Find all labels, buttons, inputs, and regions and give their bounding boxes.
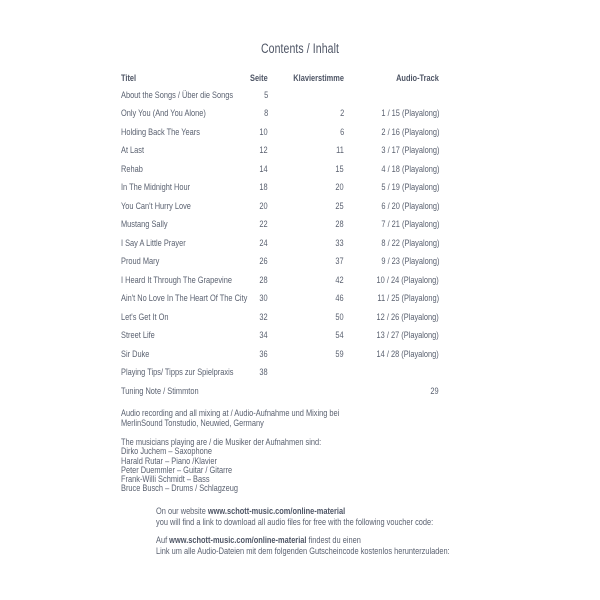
- song-title: Tuning Note / Stimmton: [121, 385, 199, 397]
- piano-page-cell: [268, 386, 344, 397]
- download-url: www.schott-music.com/online-material: [169, 535, 307, 546]
- download-de-line-1: [156, 536, 450, 547]
- toc-row: [121, 327, 439, 346]
- header-seite: Seite: [250, 72, 268, 84]
- musicians-intro: The musicians playing are / die Musiker der Aufnahmen sind:: [121, 437, 322, 448]
- audio-track-cell: [344, 256, 439, 267]
- recording-line-1: Audio recording and all mixing at / Audio-Aufnahme und Mixing bei: [121, 408, 340, 419]
- page-number: 28: [259, 274, 268, 286]
- audio-track-number: 11 / 25 (Playalong): [377, 293, 439, 305]
- song-title: Street Life: [121, 330, 155, 342]
- song-title-cell: [121, 312, 236, 323]
- page-number-cell: [236, 182, 268, 193]
- page-number: 32: [259, 311, 268, 323]
- page-number-cell: [236, 275, 268, 286]
- piano-page-cell: [268, 330, 344, 341]
- audio-track-cell: [344, 201, 439, 212]
- page-number-cell: [236, 90, 268, 101]
- piano-page-cell: [268, 145, 344, 156]
- audio-track-number: 5 / 19 (Playalong): [380, 182, 439, 194]
- audio-track-number: 10 / 24 (Playalong): [376, 274, 439, 286]
- header-seite-cell: [236, 73, 268, 84]
- piano-page-number: 28: [335, 219, 344, 231]
- piano-page-number: 25: [335, 200, 344, 212]
- toc-row: [121, 197, 439, 216]
- song-title-cell: [121, 238, 236, 249]
- piano-page-number: 11: [336, 145, 344, 157]
- audio-track-number: 14 / 28 (Playalong): [376, 348, 439, 360]
- audio-track-cell: [344, 330, 439, 341]
- song-title-cell: [121, 90, 236, 101]
- page-number: 34: [259, 330, 268, 342]
- audio-track-number: 29: [430, 385, 439, 397]
- page-number: 18: [259, 182, 268, 194]
- toc-row: [121, 105, 439, 124]
- page-number-cell: [236, 330, 268, 341]
- song-title: Rehab: [121, 163, 143, 175]
- page-number-cell: [236, 145, 268, 156]
- song-title-cell: [121, 330, 236, 341]
- song-title-cell: [121, 145, 236, 156]
- download-info-de-text: [156, 536, 450, 557]
- song-title-cell: [121, 275, 236, 286]
- toc-row: [121, 290, 439, 309]
- audio-track-number: 9 / 23 (Playalong): [380, 256, 439, 268]
- piano-page-number: 6: [339, 126, 344, 138]
- song-title-cell: [121, 127, 236, 138]
- download-url: www.schott-music.com/online-material: [207, 506, 346, 517]
- toc-row: [121, 123, 439, 142]
- recording-credits-text: [121, 409, 339, 429]
- audio-track-number: 3 / 17 (Playalong): [380, 145, 439, 157]
- piano-page-number: 20: [335, 182, 344, 194]
- page-number: 22: [259, 219, 268, 231]
- piano-page-cell: [268, 219, 344, 230]
- page-number: 12: [259, 145, 268, 157]
- audio-track-cell: [344, 275, 439, 286]
- audio-track-number: 1 / 15 (Playalong): [380, 108, 439, 120]
- song-title-cell: [121, 349, 236, 360]
- song-title-cell: [121, 386, 236, 397]
- piano-page-cell: [268, 349, 344, 360]
- toc-row: [121, 345, 439, 364]
- page-number: 24: [259, 237, 268, 249]
- download-info-en: [156, 507, 511, 528]
- download-de-post: findest du einen: [306, 535, 361, 546]
- page-number: 38: [259, 367, 268, 379]
- song-title: Proud Mary: [121, 256, 160, 268]
- piano-page-cell: [268, 275, 344, 286]
- table-header-row: [121, 70, 439, 86]
- audio-track-number: 13 / 27 (Playalong): [376, 330, 439, 342]
- download-de-pre: Auf: [156, 535, 170, 546]
- audio-track-cell: [344, 182, 439, 193]
- song-title: Let's Get It On: [121, 311, 169, 323]
- page-number: 30: [259, 293, 268, 305]
- audio-track-cell: [344, 238, 439, 249]
- musician-line: Frank-Willi Schmidt – Bass: [121, 474, 210, 486]
- audio-track-cell: [344, 164, 439, 175]
- audio-track-cell: [344, 127, 439, 138]
- page-number-cell: [236, 386, 268, 397]
- toc-row: [121, 142, 439, 161]
- toc-row: [121, 271, 439, 290]
- page-number: 36: [259, 348, 268, 360]
- header-titel-cell: [121, 73, 236, 84]
- piano-page-cell: [268, 367, 344, 378]
- piano-page-cell: [268, 164, 344, 175]
- piano-page-cell: [268, 201, 344, 212]
- audio-track-number: 6 / 20 (Playalong): [380, 200, 439, 212]
- toc-row: [121, 253, 439, 272]
- page-number-cell: [236, 238, 268, 249]
- toc-row: [121, 382, 439, 401]
- piano-page-cell: [268, 108, 344, 119]
- page-number: 14: [259, 163, 268, 175]
- piano-page-number: 37: [335, 256, 344, 268]
- audio-track-cell: [344, 312, 439, 323]
- audio-track-number: 12 / 26 (Playalong): [376, 311, 439, 323]
- musician-line: Dirko Juchem – Saxophone: [121, 446, 213, 458]
- header-audio-track-cell: [344, 73, 439, 84]
- page-number-cell: [236, 312, 268, 323]
- song-title-cell: [121, 293, 248, 305]
- piano-page-number: 59: [335, 348, 344, 360]
- song-title: Ain't No Love In The Heart Of The City: [121, 293, 248, 305]
- song-title: In The Midnight Hour: [121, 182, 191, 194]
- download-en-pre: On our website: [156, 506, 208, 517]
- contents-table: [121, 70, 439, 401]
- page-number: 26: [259, 256, 268, 268]
- piano-page-cell: [268, 312, 344, 323]
- song-title: Mustang Sally: [121, 219, 168, 231]
- musicians-credits-text: [121, 438, 321, 494]
- song-title-cell: [121, 108, 236, 119]
- piano-page-cell: [268, 90, 344, 101]
- header-audio-track: Audio-Track: [396, 72, 439, 84]
- page-number: 5: [263, 89, 268, 101]
- header-klavierstimme-cell: [268, 73, 344, 84]
- song-title-cell: [121, 367, 236, 378]
- musicians-credits: [121, 438, 378, 494]
- audio-track-number: 2 / 16 (Playalong): [380, 126, 439, 138]
- toc-row: [121, 364, 439, 383]
- audio-track-cell: [344, 367, 439, 378]
- piano-page-number: 15: [335, 163, 344, 175]
- audio-track-number: 4 / 18 (Playalong): [380, 163, 439, 175]
- toc-row: [121, 160, 439, 179]
- piano-page-number: 42: [335, 274, 344, 286]
- piano-page-cell: [268, 256, 344, 267]
- download-info-de: [156, 536, 533, 557]
- musician-line: Bruce Busch – Drums / Schlagzeug: [121, 483, 238, 495]
- toc-row: [121, 308, 439, 327]
- page-number: 20: [259, 200, 268, 212]
- piano-page-number: 50: [335, 311, 344, 323]
- musician-line: Harald Rutar – Piano /Klavier: [121, 455, 217, 467]
- audio-track-cell: [344, 145, 439, 156]
- header-klavierstimme: Klavierstimme: [293, 72, 344, 84]
- header-titel: Titel: [121, 72, 137, 84]
- audio-track-cell: [344, 386, 439, 397]
- audio-track-number: 7 / 21 (Playalong): [380, 219, 439, 231]
- song-title: I Say A Little Prayer: [121, 237, 186, 249]
- recording-credits: [121, 409, 401, 429]
- song-title-cell: [121, 164, 236, 175]
- song-title-cell: [121, 182, 236, 193]
- piano-page-cell: [268, 182, 344, 193]
- toc-row: [121, 86, 439, 105]
- song-title: I Heard It Through The Grapevine: [121, 274, 232, 286]
- song-title-cell: [121, 256, 236, 267]
- piano-page-number: 54: [335, 330, 344, 342]
- song-title: About the Songs / Über die Songs: [121, 89, 234, 101]
- piano-page-number: 46: [335, 293, 344, 305]
- page-number: 8: [263, 108, 268, 120]
- audio-track-cell: [344, 349, 439, 360]
- piano-page-cell: [268, 238, 344, 249]
- toc-row: [121, 216, 439, 235]
- page-title-text: Contents / Inhalt: [260, 41, 339, 56]
- page-number-cell: [236, 127, 268, 138]
- audio-track-cell: [344, 219, 439, 230]
- audio-track-number: 8 / 22 (Playalong): [380, 237, 439, 249]
- piano-page-cell: [268, 127, 344, 138]
- song-title: Holding Back The Years: [121, 126, 200, 138]
- recording-line-2: MerlinSound Tonstudio, Neuwied, Germany: [121, 418, 264, 429]
- page-number-cell: [236, 367, 268, 378]
- page-number-cell: [236, 201, 268, 212]
- piano-page-number: 33: [335, 237, 344, 249]
- song-title: Playing Tips/ Tipps zur Spielpraxis: [121, 367, 234, 379]
- audio-track-cell: [344, 90, 439, 101]
- song-title: Sir Duke: [121, 348, 150, 360]
- page-number-cell: [236, 219, 268, 230]
- download-en-line-1: [156, 507, 433, 518]
- audio-track-cell: [344, 108, 439, 119]
- download-de-line-2: Link um alle Audio-Dateien mit dem folgenden Gutscheincode kostenlos herunterzuladen:: [156, 545, 450, 557]
- piano-page-cell: [268, 293, 344, 304]
- song-title: At Last: [121, 145, 145, 157]
- audio-track-cell: [344, 293, 439, 304]
- page-number-cell: [236, 256, 268, 267]
- song-title: Only You (And You Alone): [121, 108, 206, 120]
- download-info-en-text: [156, 507, 433, 528]
- musician-line: Peter Duemmler – Guitar / Gitarre: [121, 464, 233, 476]
- page-title: [0, 41, 600, 56]
- toc-row: [121, 179, 439, 198]
- page-number-cell: [236, 164, 268, 175]
- page-number-cell: [236, 108, 268, 119]
- song-title-cell: [121, 201, 236, 212]
- piano-page-number: 2: [339, 108, 344, 120]
- download-en-line-2: you will find a link to download all audio files for free with the following voucher code:: [156, 516, 434, 528]
- page-number: 10: [259, 126, 268, 138]
- song-title-cell: [121, 219, 236, 230]
- page-number-cell: [236, 349, 268, 360]
- toc-row: [121, 234, 439, 253]
- song-title: You Can't Hurry Love: [121, 200, 191, 212]
